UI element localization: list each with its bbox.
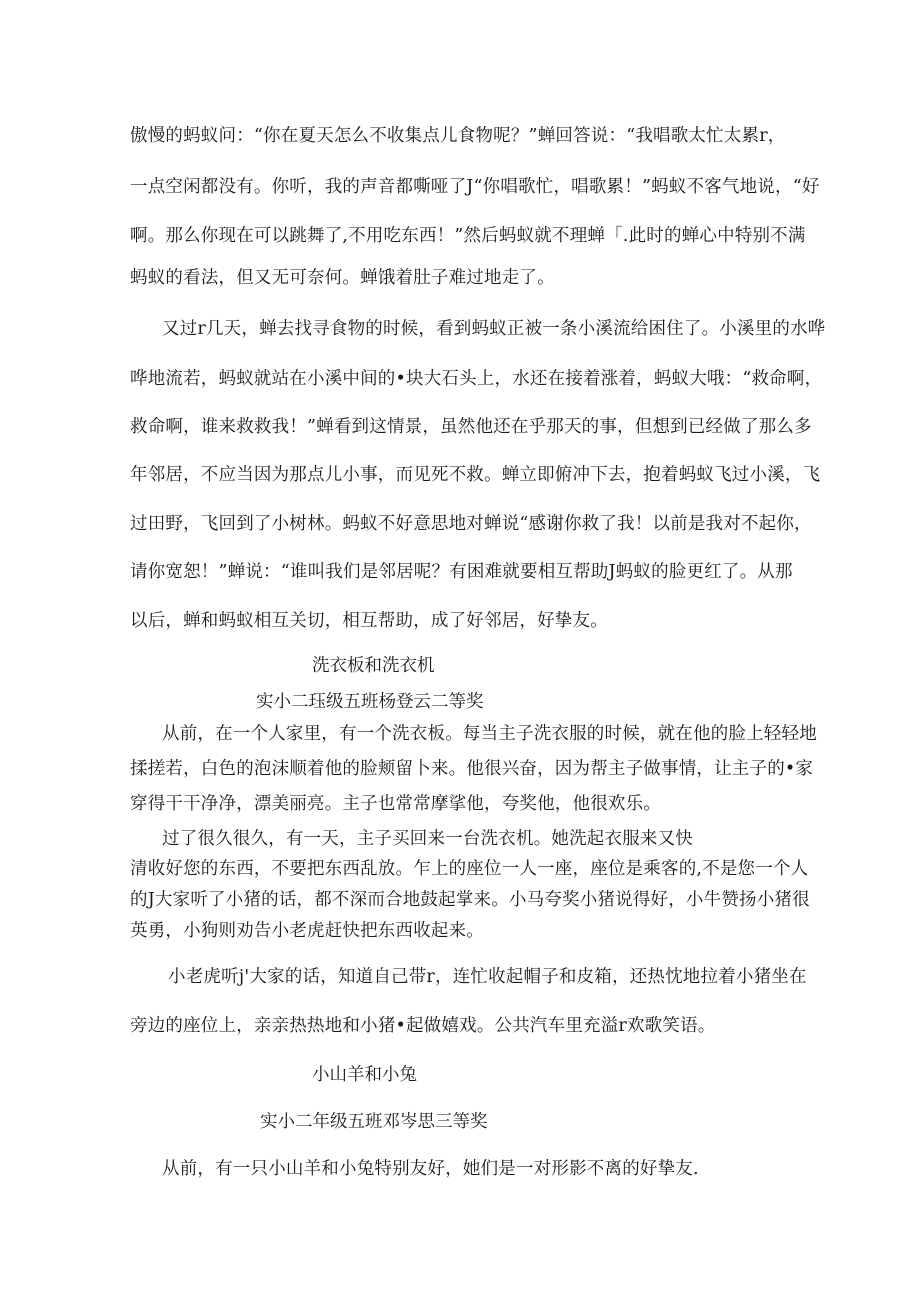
story2-line-5: 清收好您的东西，不要把东西乱放。乍上的座位一人一座，座位是乘客的,不是您一个人 [130, 859, 809, 879]
story1-line-1: 傲慢的蚂蚁问：“你在夏天怎么不收集点儿食物呢？”蝉回答说：“我唱歌太忙太累r， [130, 126, 786, 146]
story1-line-4: 蚂蚁的看法，但又无可奈何。蝉饿着肚子难过地走了。 [130, 268, 555, 288]
story1-line-6: 哗地流若，蚂蚁就站在小溪中间的•块大石头上，水还在接着涨着，蚂蚁大哦：“救命啊， [130, 369, 823, 389]
story1-line-5: 又过r几天，蝉去找寻食物的时候，看到蚂蚁正被一条小溪流给困住了。小溪里的水哗 [162, 319, 826, 339]
story3-line-1: 从前，有一只小山羊和小兔特别友好，她们是一对形影不离的好挚友. [162, 1159, 699, 1179]
story1-line-2: 一点空闲都没有。你听，我的声音都嘶哑了J“你唱歌忙，唱歌累！”蚂蚁不客气地说，“好 [130, 177, 820, 197]
story3-title: 小山羊和小兔 [312, 1065, 417, 1085]
story2-title: 洗衣板和洗衣机 [312, 656, 435, 676]
story1-line-9: 过田野，飞回到了小树林。蚂蚁不好意思地对蝉说“感谢你救了我！以前是我对不起你， [130, 514, 812, 534]
story2-line-2: 揉搓若，白色的泡沫顺着他的脸颊留卜来。他很兴奋，因为帮主子做事情，让主子的•家 [130, 759, 814, 779]
story2-line-3: 穿得干干净净，漂美丽亮。主子也常常摩挲他，夸奖他，他很欢乐。 [130, 794, 661, 814]
story2-line-7: 英勇，小狗则劝告小老虎赶快把东西收起来。 [130, 921, 484, 941]
story2-line-6: 的J大家听了小猪的话，都不深而合地鼓起掌来。小马夸奖小猪说得好，小牛赞扬小猪很 [130, 890, 810, 910]
story2-byline: 实小二珏级五班杨登云二等奖 [256, 692, 484, 712]
story3-byline: 实小二年级五班邓岑思三等奖 [260, 1112, 488, 1132]
story1-line-3: 啊。那么你现在可以跳舞了,不用吃东西！”然后蚂蚁就不理蝉「.此时的蝉心中特别不满 [130, 226, 806, 246]
story1-line-7: 救命啊，谁来救救我！”蝉看到这情景，虽然他还在乎那天的事，但想到已经做了那么多 [130, 417, 812, 437]
story2-line-4: 过了很久很久，有一天，主子买回来一台洗衣机。她洗起衣服来又快 [162, 829, 693, 849]
story2-line-8: 小老虎听j'大家的话，知道自己带r，连忙收起帽子和皮箱，还热忱地拉着小猪坐在 [168, 967, 807, 987]
story1-line-10: 请你宽恕！”蝉说：“谁叫我们是邻居呢？有困难就要相互帮助J蚂蚁的脸更红了。从那 [130, 562, 793, 582]
story1-line-8: 年邻居，不应当因为那点儿小事，而见死不救。蝉立即俯冲下去，抱着蚂蚁飞过小溪，飞 [130, 465, 821, 485]
story2-line-1: 从前，在一个人家里，有一个洗衣板。每当主子洗衣服的时候，就在他的脸上轻轻地 [162, 724, 817, 744]
story1-line-11: 以后，蝉和蚂蚁相互关切，相互帮助，成了好邻居，好挚友。 [130, 611, 608, 631]
story2-line-9: 旁边的座位上，亲亲热热地和小猪•起做嬉戏。公共汽车里充溢r欢歌笑语。 [130, 1016, 716, 1036]
